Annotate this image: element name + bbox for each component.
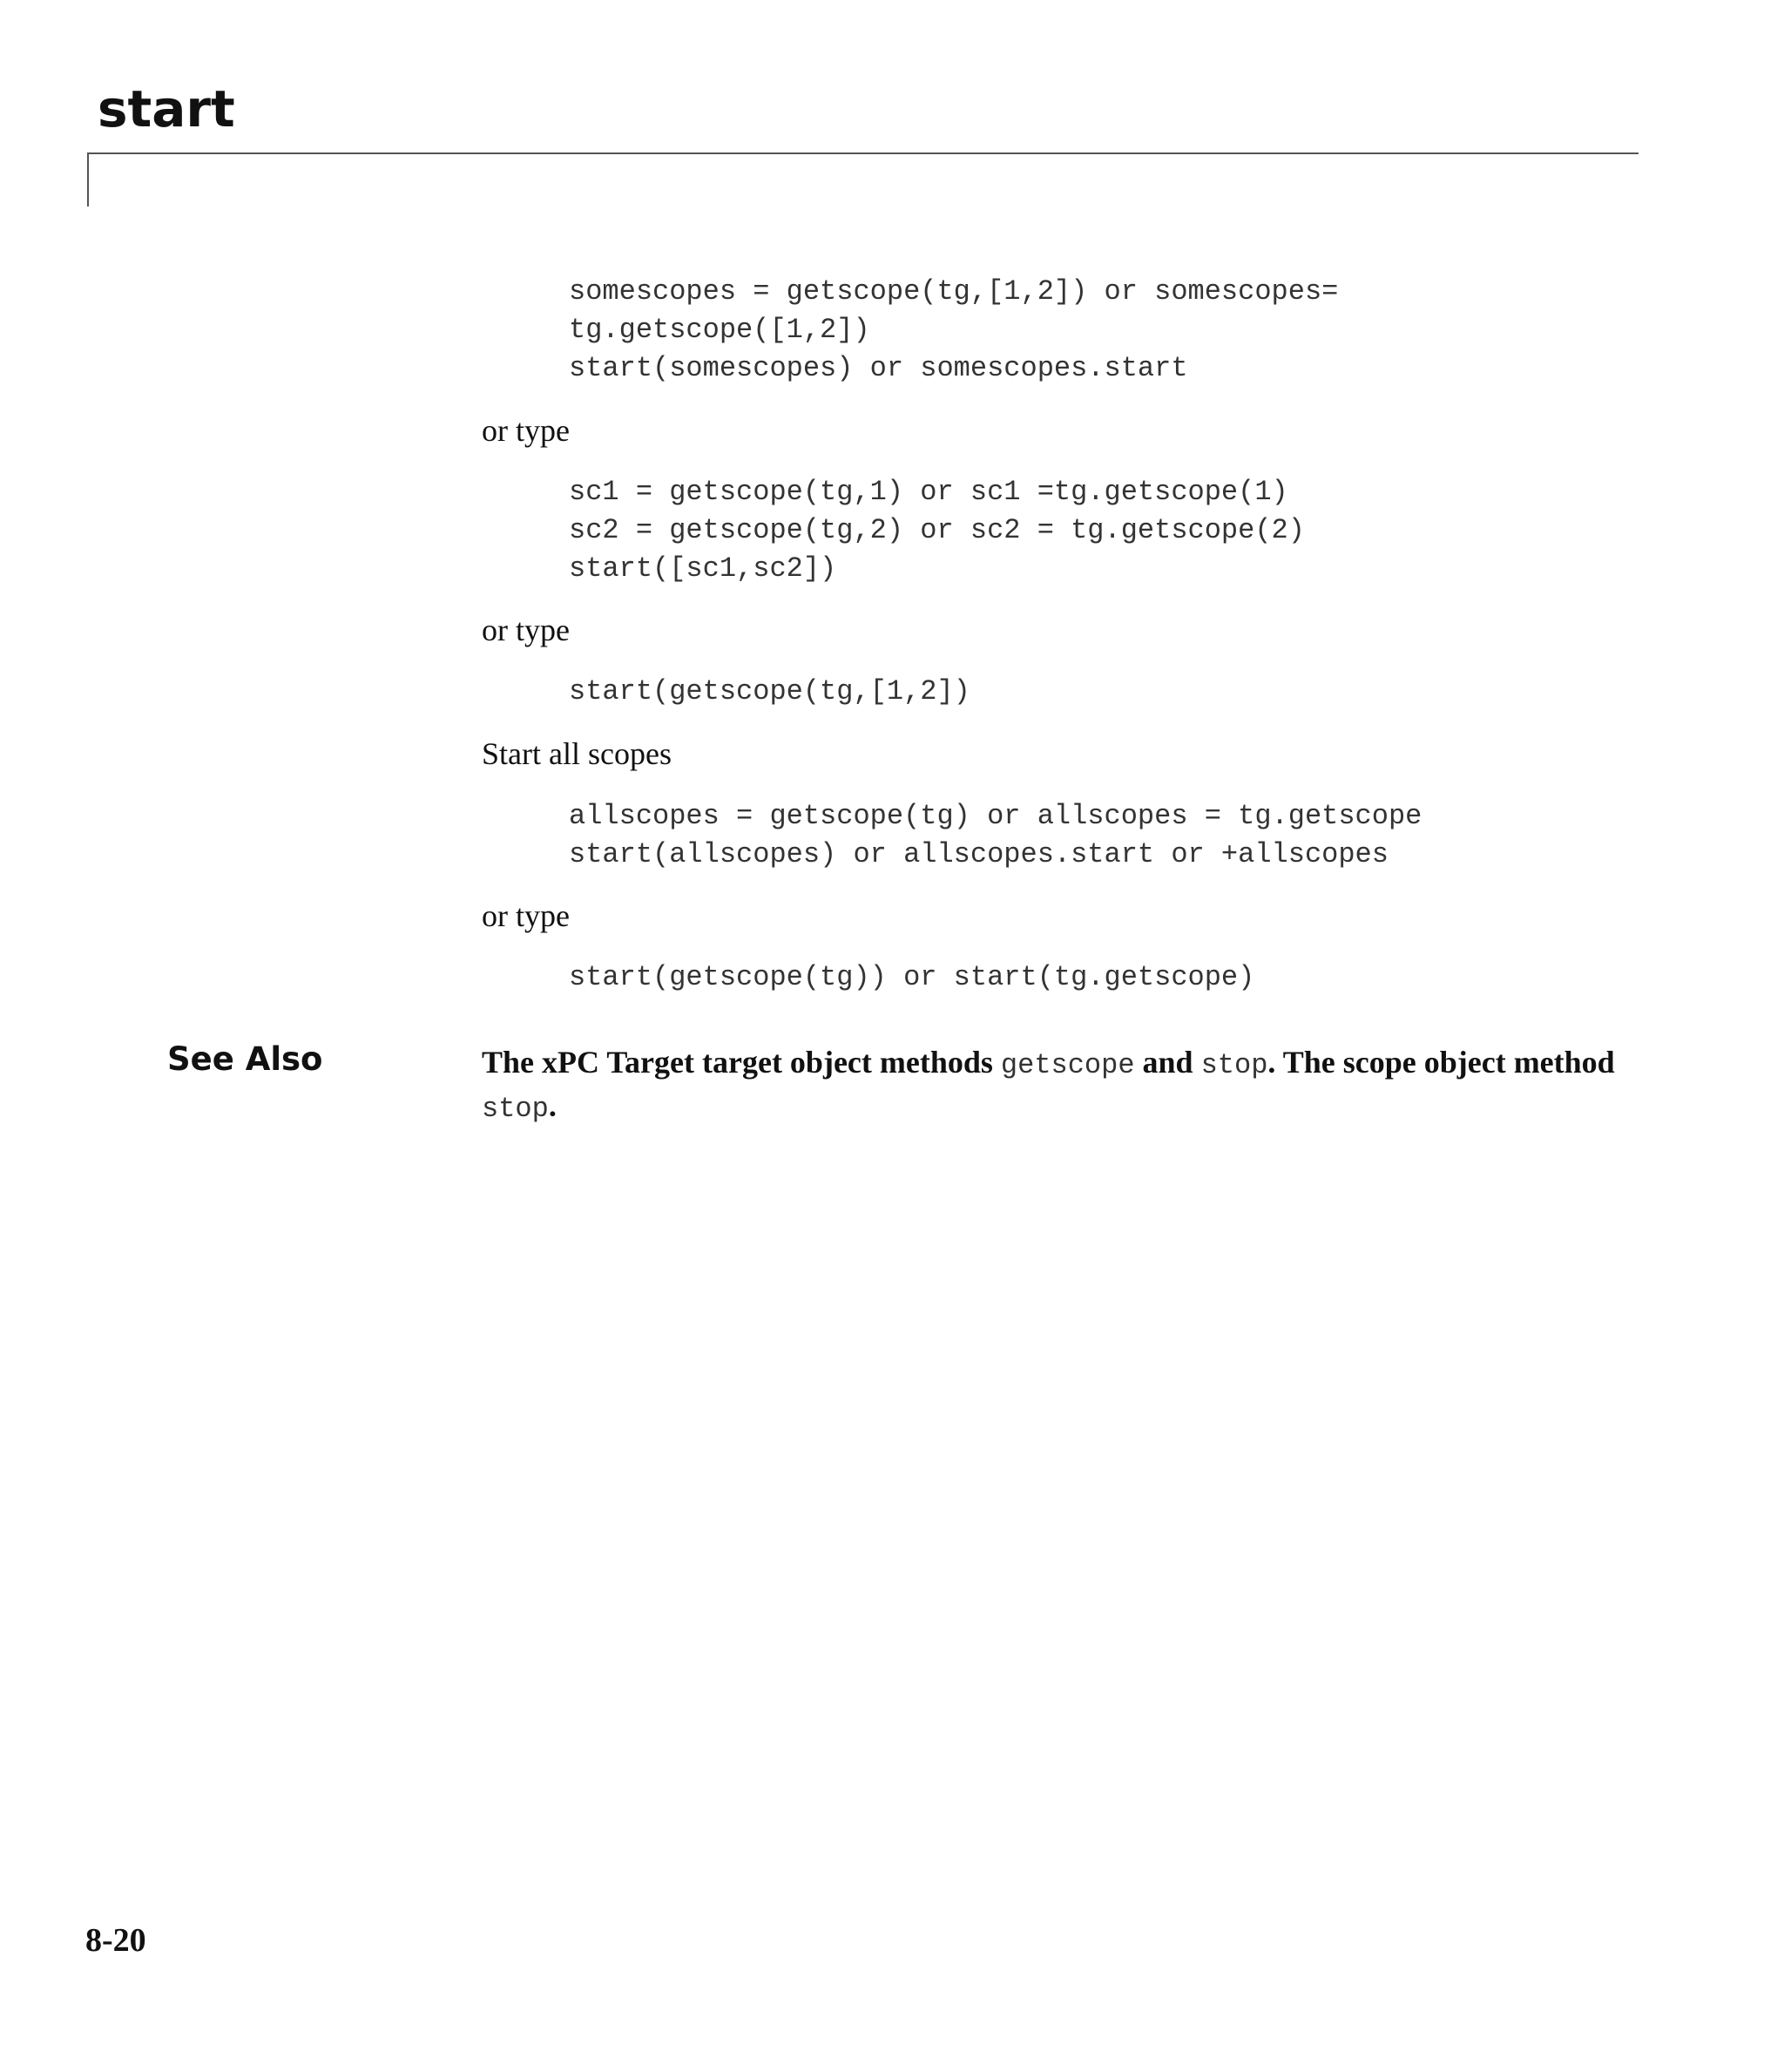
code-line: start(getscope(tg)) or start(tg.getscope) <box>569 961 1255 993</box>
code-example-start-all <box>569 958 1254 997</box>
see-also-code-getscope: getscope <box>1000 1049 1135 1081</box>
code-line: start(getscope(tg,[1,2]) <box>569 675 970 708</box>
code-line: start([sc1,sc2]) <box>569 552 837 585</box>
see-also-text: . <box>548 1088 557 1123</box>
code-line: tg.getscope([1,2]) <box>569 314 870 346</box>
code-line: start(somescopes) or somescopes.start <box>569 352 1188 384</box>
code-line: sc1 = getscope(tg,1) or sc1 =tg.getscope(1) <box>569 476 1288 508</box>
code-line: sc2 = getscope(tg,2) or sc2 = tg.getscope(2) <box>569 514 1305 546</box>
code-example-start-getscope <box>569 673 970 711</box>
code-line: allscopes = getscope(tg) or allscopes = tg.getscope <box>569 800 1422 832</box>
code-example-allscopes <box>569 797 1422 874</box>
see-also-label: See Also <box>167 1040 323 1078</box>
page-number: 8-20 <box>85 1922 146 1959</box>
see-also-text: The xPC Target target object methods <box>482 1045 1001 1080</box>
header-rule <box>87 152 1639 154</box>
see-also-text: . The scope object method <box>1267 1045 1615 1080</box>
see-also-code-stop: stop <box>482 1093 549 1125</box>
page-title: start <box>98 79 235 139</box>
header-rule-corner <box>87 152 89 207</box>
or-type-label: or type <box>482 898 570 933</box>
see-also-text: and <box>1134 1045 1201 1080</box>
or-type-label: or type <box>482 413 570 448</box>
code-line: somescopes = getscope(tg,[1,2]) or somescopes= <box>569 275 1339 308</box>
code-example-sc1-sc2 <box>569 473 1305 588</box>
see-also-code-stop: stop <box>1200 1049 1268 1081</box>
code-line: start(allscopes) or allscopes.start or +allscopes <box>569 838 1389 870</box>
or-type-label: or type <box>482 613 570 647</box>
start-all-scopes-heading: Start all scopes <box>482 736 672 771</box>
see-also-description <box>482 1042 1640 1129</box>
code-example-somescopes <box>569 273 1338 388</box>
